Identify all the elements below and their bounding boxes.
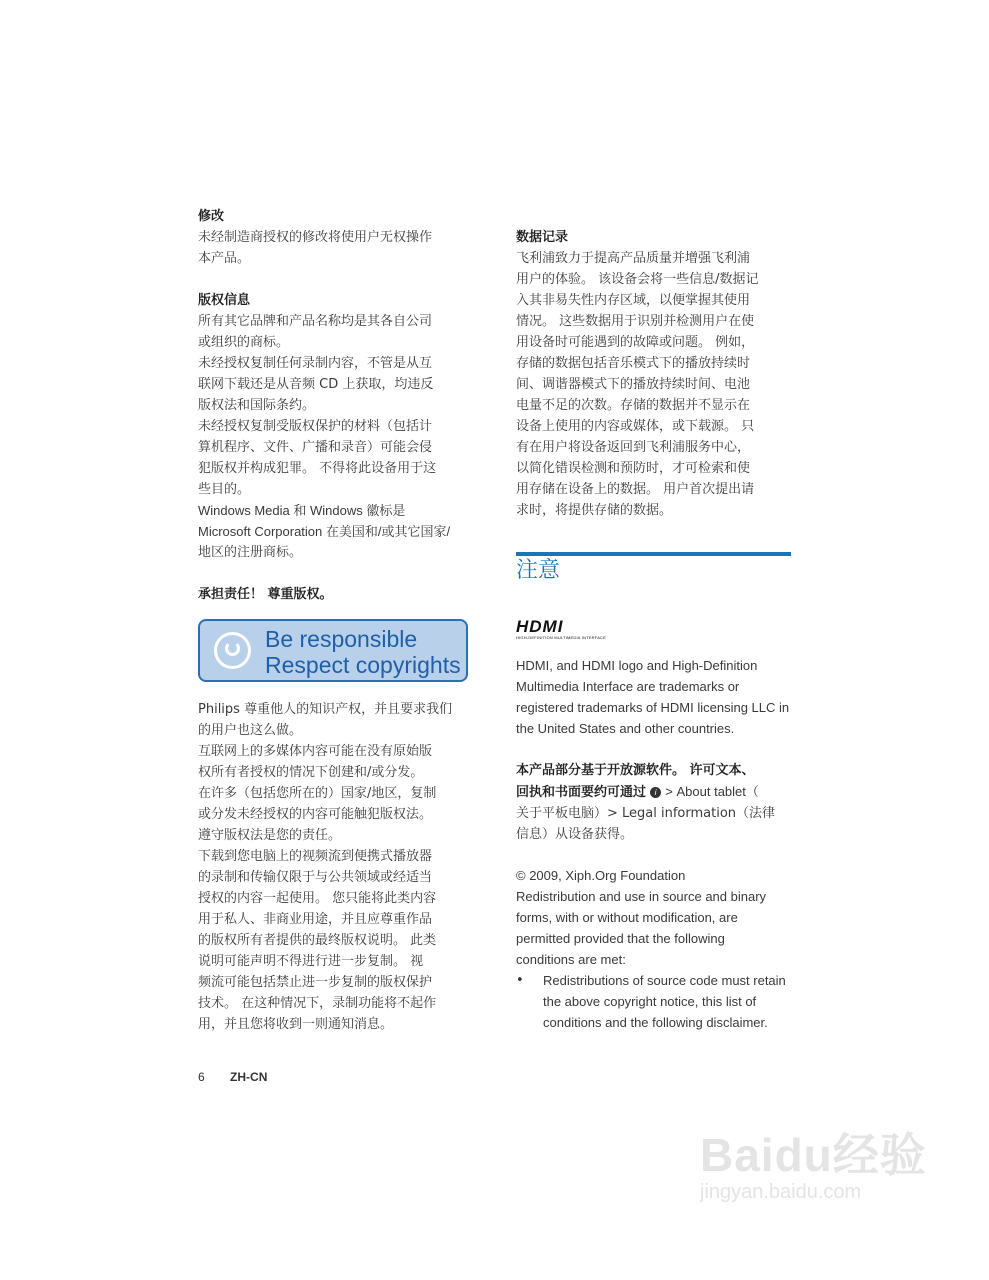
- be-responsible-banner: [198, 619, 468, 682]
- data-record-paragraph: 飞利浦致力于提高产品质量并增强飞利浦 用户的体验。 该设备会将一些信息/数据记 入其非易失性内存区域，以便掌握其使用 情况。 这些数据用于识别并检测用户在使 用设备时可能遇到的故障或问题。 例如， 存储的数据包括音乐模式下的播放持续时 间、调谐器模式下的播放持续时间、电池 电量不足的次数。存储的数据并不显示在 设备上使用的内容或媒体，或下载源。 只 有在用户将设备返回到飞利浦服务中心， 以简化错误检测和预防时，才可检索和使 用存储在设备上的数据。 用户首次提出请 求时，将提供存储的数据。: [516, 251, 759, 518]
- baidu-watermark: Baidu经验 jingyan.baidu.com: [700, 1129, 927, 1203]
- modify-heading: 修改: [198, 209, 225, 224]
- banner-text: Be responsible Respect copyrights: [265, 626, 461, 678]
- data-record-heading: 数据记录: [516, 230, 569, 245]
- page-footer: [198, 1070, 267, 1084]
- bullet-icon: •: [516, 973, 524, 988]
- hdmi-logo: HDMI HIGH-DEFINITION MULTIMEDIA INTERFACE: [516, 617, 607, 640]
- info-icon: i: [650, 787, 661, 798]
- copyright-heading: 版权信息: [198, 293, 251, 308]
- copyright-circle-icon: [214, 632, 251, 669]
- modify-paragraph: 未经制造商授权的修改将使用户无权操作 本产品。: [198, 230, 433, 266]
- copyright-paragraph: 所有其它品牌和产品名称均是其各自公司 或组织的商标。 未经授权复制任何录制内容，不管是从互 联网下载还是从音频 CD 上获取，均违反 版权法和国际条约。 未经授权复制受版权保护的材料（包括计 算机程序、文件、广播和录音）可能会侵 犯版权并构成犯罪。 不得将此设备用于这 些目的。 Windows Media 和 Windows 徽标是 Microsoft Corporation 在美国和/或其它国家/ 地区的注册商标。: [198, 314, 451, 560]
- language-code: ZH-CN: [230, 1070, 268, 1084]
- philips-paragraph: Philips 尊重他人的知识产权，并且要求我们 的用户也这么做。 互联网上的多媒体内容可能在没有原始版 权所有者授权的情况下创建和/或分发。 在许多（包括您所在的）国家/地区，复制 或分发未经授权的内容可能触犯版权法。 遵守版权法是您的责任。 下载到您电脑上的视频流到便携式播放器 的录制和传输仅限于与公共领域或经适当 授权的内容一起使用。 您只能将此类内容 用于私人、非商业用途，并且应尊重作品 的版权所有者提供的最终版权说明。 此类 说明可能声明不得进行进一步复制。 视 频流可能包括禁止进一步复制的版权保护 技术。 在这种情况下，录制功能将不起作 用，并且您将收到一则通知消息。: [198, 702, 453, 1032]
- hdmi-paragraph: HDMI, and HDMI logo and High-Definition Multimedia Interface are trademarks or registered trademarks of HDMI licensing LLC in the United States and other countries.: [516, 658, 790, 736]
- xiph-paragraph: © 2009, Xiph.Org Foundation Redistribution and use in source and binary forms, with or without modification, are permitted provided that the following conditions are met:: [516, 868, 767, 967]
- page-number: 6: [198, 1070, 205, 1084]
- notice-heading: 注意: [516, 558, 561, 583]
- opensource-paragraph: 本产品部分基于开放源软件。 许可文本、 回执和书面要约可通过 i > About tablet（ 关于平板电脑）> Legal information（法律 信息）从设备获得。: [516, 763, 776, 842]
- responsible-heading: 承担责任！ 尊重版权。: [198, 587, 333, 602]
